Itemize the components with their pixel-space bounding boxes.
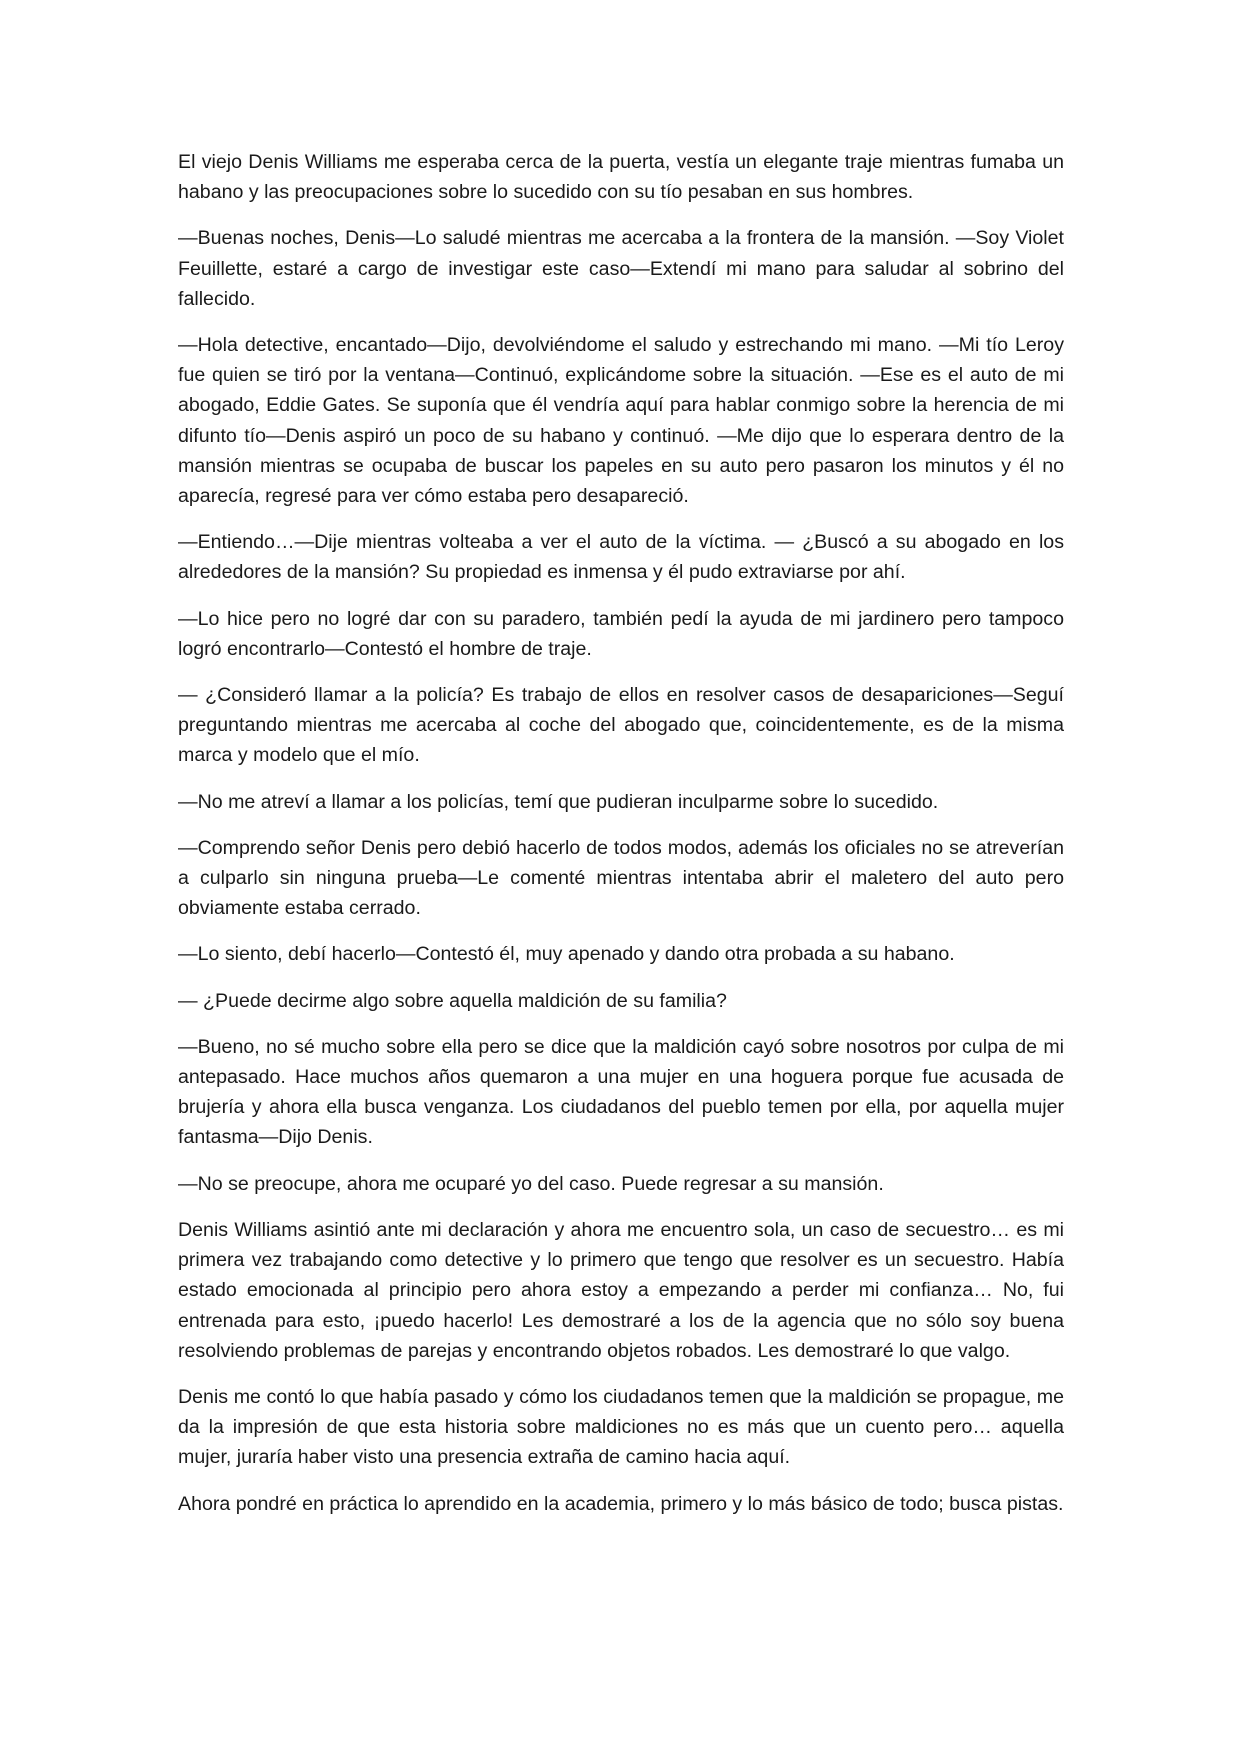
document-body bbox=[178, 147, 1064, 1535]
paragraph: —No se preocupe, ahora me ocuparé yo del caso. Puede regresar a su mansión. bbox=[178, 1172, 884, 1195]
paragraph: —Lo hice pero no logré dar con su paradero, también pedí la ayuda de mi jardinero pero tampoco logró encontrarlo—Contestó el hombre de traje. bbox=[178, 607, 1064, 660]
paragraph: —Comprendo señor Denis pero debió hacerlo de todos modos, además los oficiales no se atreverían a culparlo sin ninguna prueba—Le comenté mientras intentaba abrir el maletero del auto pero obviamente estaba cerrado. bbox=[178, 836, 1064, 920]
paragraph: —Hola detective, encantado—Dijo, devolviéndome el saludo y estrechando mi mano. —Mi tío Leroy fue quien se tiró por la ventana—Continuó, explicándome sobre la situación. —Ese es el auto de mi abogado, Eddie Gates. Se suponía que él vendría aquí para hablar conmigo sobre la herencia de mi difunto tío—Denis aspiró un poco de su habano y continuó. —Me dijo que lo esperara dentro de la mansión mientras se ocupaba de buscar los papeles en su auto pero pasaron los minutos y él no aparecía, regresé para ver cómo estaba pero desapareció. bbox=[178, 334, 1064, 508]
paragraph: —Buenas noches, Denis—Lo saludé mientras me acercaba a la frontera de la mansión. —Soy Violet Feuillette, estaré a cargo de investigar este caso—Extendí mi mano para saludar al sobrino del fallecido. bbox=[178, 227, 1064, 310]
paragraph: —Entiendo…—Dije mientras volteaba a ver el auto de la víctima. — ¿Buscó a su abogado en los alrededores de la mansión? Su propiedad es inmensa y él pudo extraviarse por ahí. bbox=[178, 531, 1064, 584]
paragraph: — ¿Puede decirme algo sobre aquella maldición de su familia? bbox=[178, 989, 727, 1012]
paragraph: Denis me contó lo que había pasado y cómo los ciudadanos temen que la maldición se propague, me da la impresión de que esta historia sobre maldiciones no es más que un cuento pero… aquella mujer, juraría haber visto una presencia extraña de camino hacia aquí. bbox=[178, 1385, 1064, 1469]
paragraph: — ¿Consideró llamar a la policía? Es trabajo de ellos en resolver casos de desapariciones—Seguí preguntando mientras me acercaba al coche del abogado que, coincidentemente, es de la misma marca y modelo que el mío. bbox=[178, 684, 1064, 767]
paragraph: Ahora pondré en práctica lo aprendido en la academia, primero y lo más básico de todo; busca pistas. bbox=[178, 1492, 1064, 1515]
paragraph: Denis Williams asintió ante mi declaración y ahora me encuentro sola, un caso de secuestro… es mi primera vez trabajando como detective y lo primero que tengo que resolver es un secuestro. Había estado emocionada al principio pero ahora estoy a empezando a perder mi confianza… No, fui entrenada para esto, ¡puedo hacerlo! Les demostraré a los de la agencia que no sólo soy buena resolviendo problemas de parejas y encontrando objetos robados. Les demostraré lo que valgo. bbox=[178, 1218, 1064, 1362]
paragraph: —No me atreví a llamar a los policías, temí que pudieran inculparme sobre lo sucedido. bbox=[178, 790, 939, 813]
paragraph: El viejo Denis Williams me esperaba cerca de la puerta, vestía un elegante traje mientras fumaba un habano y las preocupaciones sobre lo sucedido con su tío pesaban en sus hombres. bbox=[178, 151, 1064, 204]
paragraph: —Bueno, no sé mucho sobre ella pero se dice que la maldición cayó sobre nosotros por culpa de mi antepasado. Hace muchos años quemaron a una mujer en una hoguera porque fue acusada de brujería y ahora ella busca venganza. Los ciudadanos del pueblo temen por ella, por aquella mujer fantasma—Dijo Denis. bbox=[178, 1035, 1064, 1149]
paragraph: —Lo siento, debí hacerlo—Contestó él, muy apenado y dando otra probada a su habano. bbox=[178, 943, 955, 966]
